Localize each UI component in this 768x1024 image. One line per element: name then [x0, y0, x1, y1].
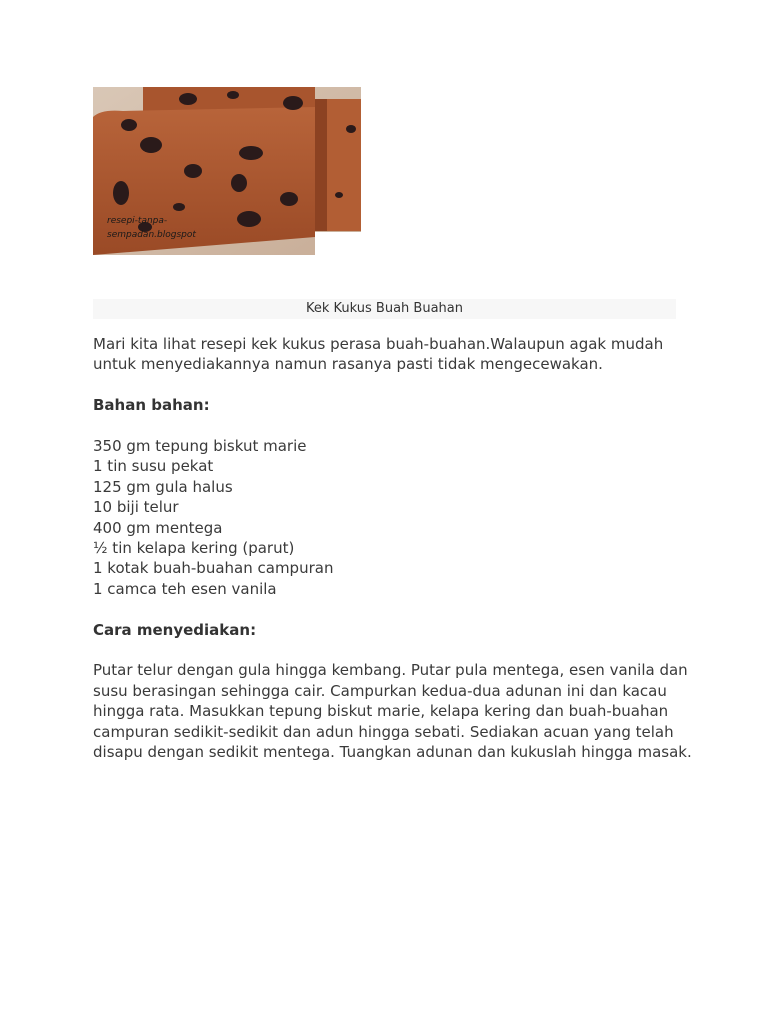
ingredient-item: 350 gm tepung biskut marie: [93, 437, 307, 455]
cake-image: [93, 87, 361, 255]
recipe-title: Kek Kukus Buah Buahan: [93, 299, 676, 319]
watermark-line-2: sempadan.blogspot: [107, 230, 196, 240]
recipe-content: [93, 334, 693, 762]
ingredients-heading: Bahan bahan:: [93, 396, 210, 415]
ingredient-item: 1 camca teh esen vanila: [93, 579, 277, 598]
ingredients-list: [93, 436, 693, 599]
method-text: Putar telur dengan gula hingga kembang. Putar pula mentega, esen vanila dan susu berasingan sehingga cair. Campurkan kedua-dua adunan ini dan kacau hingga rata. Masukkan tepung biskut marie, kelapa kering dan buah-buahan campuran sedikit-sedikit dan adun hingga sebati. Sediakan acuan yang telah disapu dengan sedikit mentega. Tuangkan adunan dan kukuslah hingga masak.: [93, 661, 692, 762]
ingredient-item: 1 tin susu pekat: [93, 457, 214, 476]
ingredient-item: 1 kotak buah-buahan campuran: [93, 559, 334, 578]
method-heading: Cara menyediakan:: [93, 620, 257, 639]
watermark-line-1: resepi-tanpa-: [107, 216, 168, 226]
ingredient-item: 125 gm gula halus: [93, 477, 233, 496]
cake-photo: [93, 87, 361, 255]
ingredient-item: ½ tin kelapa kering (parut): [93, 539, 295, 558]
ingredient-item: 10 biji telur: [93, 498, 179, 517]
recipe-intro: Mari kita lihat resepi kek kukus perasa buah-buahan.Walaupun agak mudah untuk menyediakannya namun rasanya pasti tidak mengecewakan.: [93, 335, 664, 374]
ingredient-item: 400 gm mentega: [93, 518, 223, 537]
